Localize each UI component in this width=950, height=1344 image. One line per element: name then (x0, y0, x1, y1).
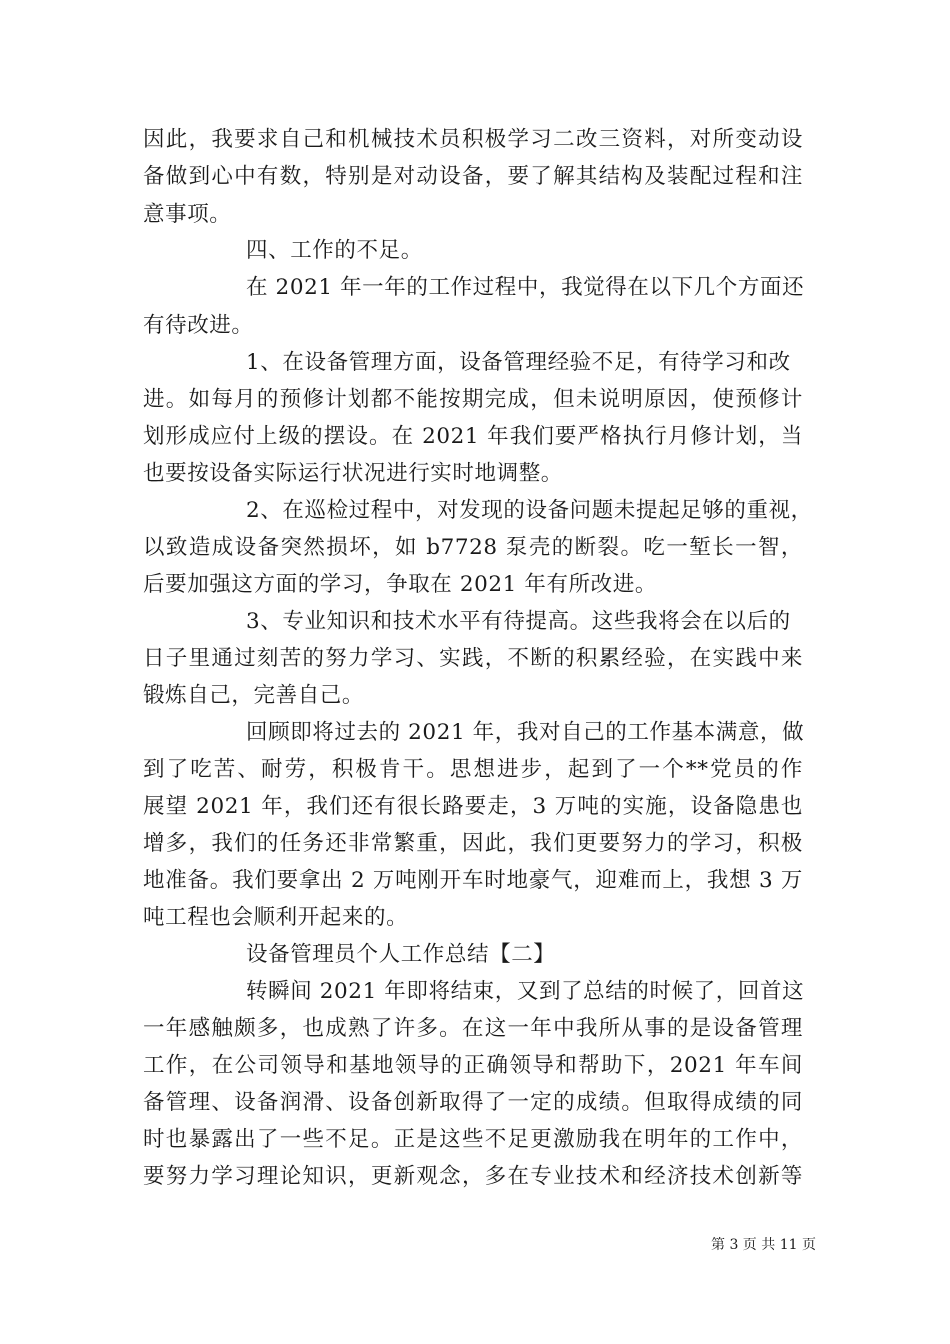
text-line: 展望 2021 年，我们还有很长路要走，3 万吨的实施，设备隐患也 (143, 794, 803, 819)
text-line: 地准备。我们要拿出 2 万吨刚开车时地豪气，迎难而上，我想 3 万 (143, 868, 803, 893)
text-line: 回顾即将过去的 2021 年，我对自己的工作基本满意，做 (246, 720, 805, 745)
text-line: 日子里通过刻苦的努力学习、实践，不断的积累经验，在实践中来 (143, 646, 803, 671)
text-line: 以致造成设备突然损坏，如 b7728 泵壳的断裂。吃一堑长一智， (143, 535, 803, 560)
text-line: 到了吃苦、耐劳，积极肯干。思想进步，起到了一个**党员的作 (143, 757, 803, 782)
page-number: 第 3 页 共 11 页 (711, 1237, 816, 1253)
text-line: 有待改进。 (143, 313, 254, 338)
text-line: 备做到心中有数，特别是对动设备，要了解其结构及装配过程和注 (143, 164, 803, 189)
text-line: 3、专业知识和技术水平有待提高。这些我将会在以后的 (246, 609, 791, 634)
text-line: 进。如每月的预修计划都不能按期完成，但未说明原因，使预修计 (143, 387, 803, 412)
text-line: 划形成应付上级的摆设。在 2021 年我们要严格执行月修计划，当 (143, 424, 803, 449)
text-line: 因此，我要求自己和机械技术员积极学习二改三资料，对所变动设 (143, 127, 803, 152)
text-line: 备管理、设备润滑、设备创新取得了一定的成绩。但取得成绩的同 (143, 1090, 803, 1115)
text-line: 2、在巡检过程中，对发现的设备问题未提起足够的重视， (246, 498, 813, 523)
text-line: 在 2021 年一年的工作过程中，我觉得在以下几个方面还 (246, 275, 805, 300)
text-line: 一年感触颇多，也成熟了许多。在这一年中我所从事的是设备管理 (143, 1016, 803, 1041)
text-line: 转瞬间 2021 年即将结束，又到了总结的时候了，回首这 (246, 979, 805, 1004)
text-line: 吨工程也会顺利开起来的。 (143, 905, 409, 930)
section-heading: 设备管理员个人工作总结【二】 (246, 942, 556, 967)
text-line: 增多，我们的任务还非常繁重，因此，我们更要努力的学习，积极 (143, 831, 803, 856)
text-line: 要努力学习理论知识，更新观念，多在专业技术和经济技术创新等 (143, 1164, 803, 1189)
section-heading: 四、工作的不足。 (246, 238, 423, 263)
text-line: 后要加强这方面的学习，争取在 2021 年有所改进。 (143, 572, 657, 597)
text-line: 1、在设备管理方面，设备管理经验不足，有待学习和改 (246, 350, 791, 375)
text-line: 时也暴露出了一些不足。正是这些不足更激励我在明年的工作中， (143, 1127, 803, 1152)
text-line: 意事项。 (143, 202, 232, 227)
text-line: 锻炼自己，完善自己。 (143, 683, 365, 708)
text-line: 也要按设备实际运行状况进行实时地调整。 (143, 461, 563, 486)
text-line: 工作，在公司领导和基地领导的正确领导和帮助下，2021 年车间 (143, 1053, 803, 1078)
